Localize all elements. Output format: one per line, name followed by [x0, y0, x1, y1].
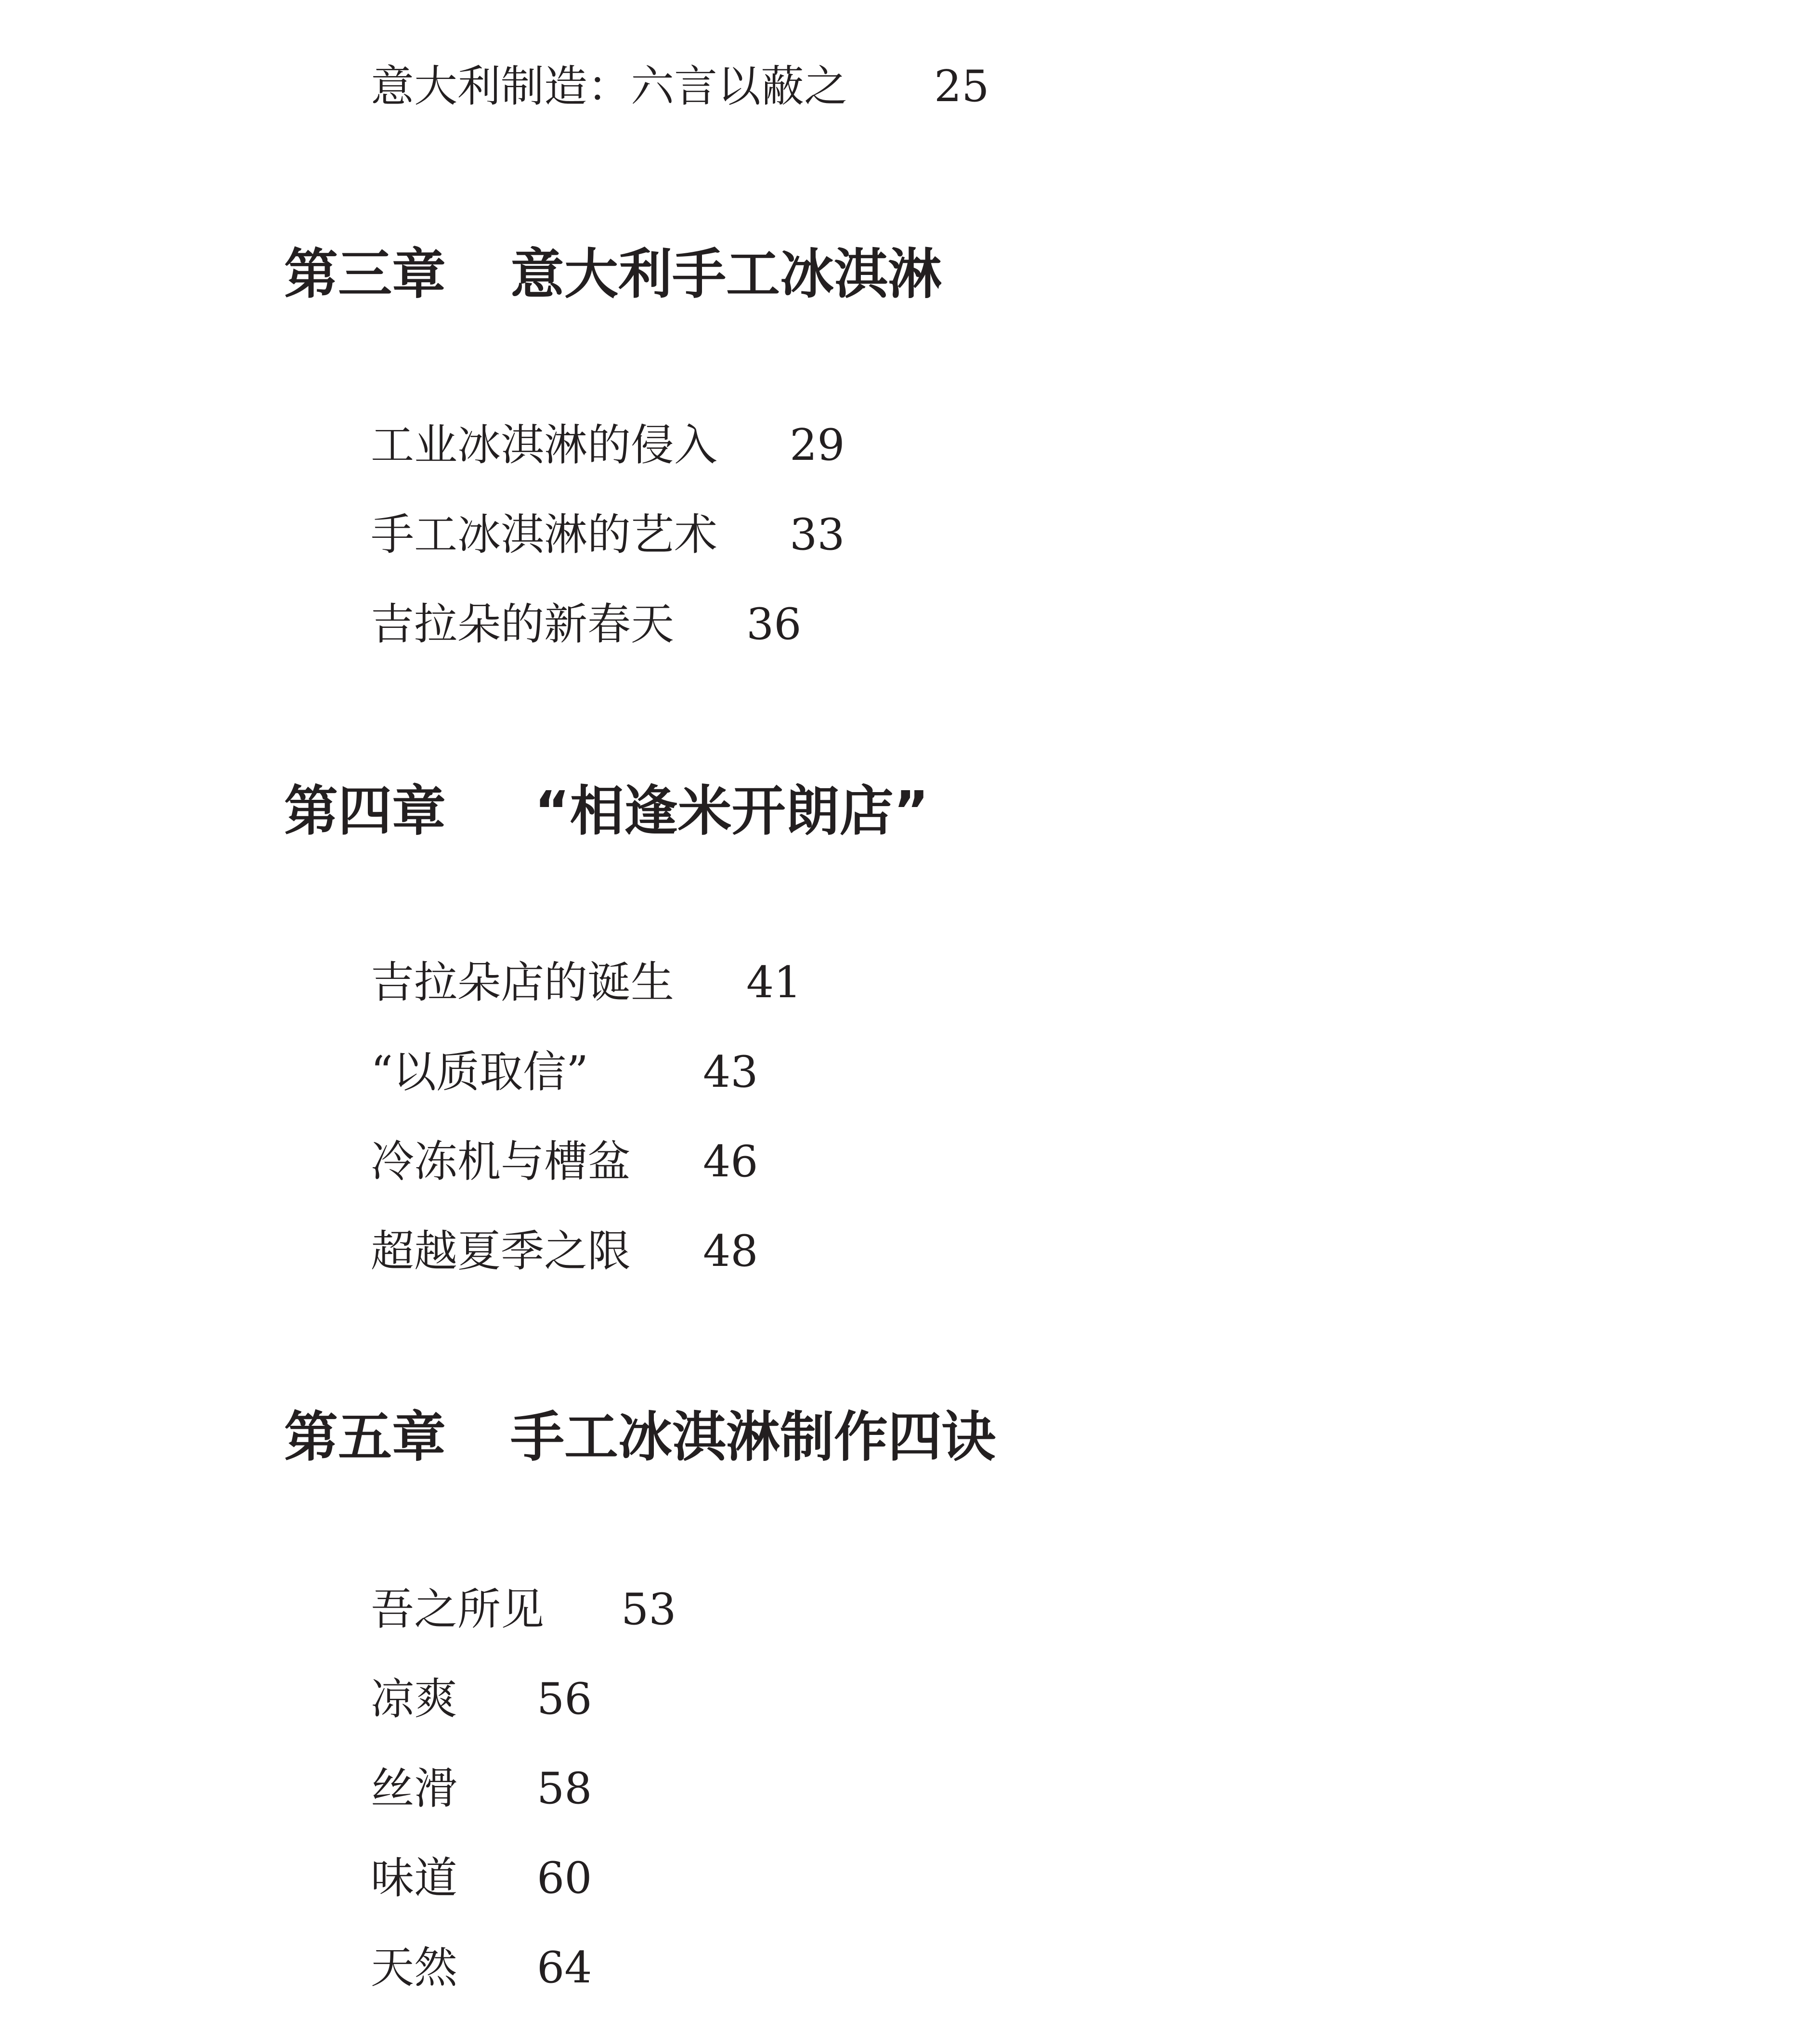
toc-entry[interactable] — [371, 1937, 592, 1999]
toc-entry-page-number: 41 — [746, 957, 802, 1008]
toc-entry-title: 天然 — [371, 1942, 457, 1993]
toc-entry[interactable] — [371, 414, 845, 477]
toc-entry-page-number: 33 — [790, 509, 845, 560]
chapter-label: 第四章 — [284, 780, 446, 843]
toc-entry-title: 吉拉朵店的诞生 — [371, 957, 674, 1008]
toc-entry-page-number: 25 — [934, 61, 989, 112]
toc-entry-title: 超越夏季之限 — [371, 1226, 631, 1277]
toc-entry[interactable] — [371, 593, 802, 656]
toc-entry[interactable] — [371, 951, 802, 1014]
chapter-title: 意大利手工冰淇淋 — [510, 243, 942, 306]
toc-entry-title: 冷冻机与槽盆 — [371, 1136, 631, 1187]
toc-entry-page-number: 64 — [537, 1942, 592, 1993]
toc-entry-title: 工业冰淇淋的侵入 — [371, 420, 717, 470]
toc-entry[interactable] — [371, 55, 989, 118]
toc-entry-title: 味道 — [371, 1853, 457, 1903]
toc-entry-title: 吾之所见 — [371, 1584, 544, 1635]
toc-entry-title: 手工冰淇淋的艺术 — [371, 509, 717, 560]
chapter-heading[interactable] — [284, 1399, 996, 1476]
toc-entry-title: “以质取信” — [371, 1047, 589, 1097]
toc-entry-page-number: 53 — [621, 1584, 676, 1635]
toc-entry-page-number: 29 — [790, 420, 845, 470]
chapter-label: 第五章 — [284, 1406, 446, 1469]
toc-entry[interactable] — [371, 504, 845, 566]
toc-entry[interactable] — [371, 1847, 592, 1910]
toc-entry[interactable] — [371, 1131, 758, 1193]
chapter-heading[interactable] — [284, 773, 929, 850]
toc-entry-title: 意大利制造：六言以蔽之 — [371, 61, 847, 112]
toc-entry-page-number: 46 — [703, 1136, 758, 1187]
toc-entry-page-number: 43 — [703, 1047, 758, 1097]
toc-entry-title: 凉爽 — [371, 1674, 457, 1724]
toc-entry[interactable] — [371, 1041, 758, 1104]
toc-entry-title: 吉拉朵的新春天 — [371, 599, 674, 650]
toc-entry-page-number: 56 — [537, 1674, 592, 1724]
toc-entry-page-number: 48 — [703, 1226, 758, 1277]
chapter-heading[interactable] — [284, 236, 942, 313]
toc-entry-title: 丝滑 — [371, 1763, 457, 1814]
toc-entry-page-number: 60 — [537, 1853, 592, 1903]
toc-entry-page-number: 58 — [537, 1763, 592, 1814]
toc-entry[interactable] — [371, 1758, 592, 1820]
toc-entry-page-number: 36 — [746, 599, 802, 650]
chapter-label: 第三章 — [284, 243, 446, 306]
toc-entry[interactable] — [371, 1220, 758, 1283]
chapter-title: 手工冰淇淋制作四诀 — [510, 1406, 996, 1469]
toc-entry[interactable] — [371, 1578, 676, 1641]
chapter-title: “相逢米开朗店” — [534, 780, 929, 843]
toc-entry[interactable] — [371, 1668, 592, 1731]
